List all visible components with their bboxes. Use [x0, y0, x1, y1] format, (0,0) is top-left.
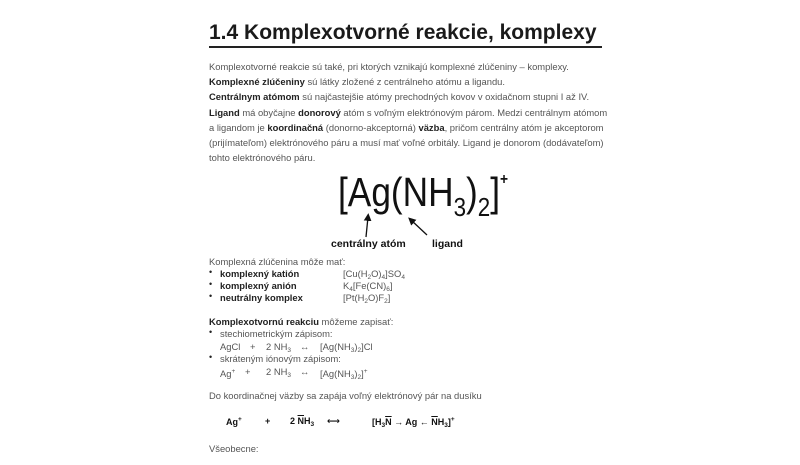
label-ligand: ligand: [432, 238, 463, 250]
stoich-eq-2: +: [250, 341, 256, 352]
label-central-atom: centrálny atóm: [331, 238, 406, 250]
intro-line-2: Komplexné zlúčeniny sú látky zložené z centrálneho atómu a ligandu.: [209, 76, 505, 88]
bullet: •: [209, 267, 213, 277]
stoich-eq-3: 2 $NH_3$: [266, 341, 291, 354]
bond-eq-plus: +: [265, 416, 271, 426]
bond-eq-ag: Ag+: [226, 416, 242, 427]
bullet: •: [209, 279, 213, 289]
type-label-neutral: neutrálny komplex: [220, 292, 303, 303]
bond-eq-product: [$H_3\overline{N} \to Ag$ ← $\overline{N}H_3]^+$: [372, 416, 455, 429]
ionic-eq-3: 2 $NH_3$: [266, 366, 291, 379]
complex-formula: $[Ag(NH_3)_2]^+$: [338, 169, 509, 222]
type-formula-neutral: $[Pt(H_2O)F_2]$: [343, 292, 391, 305]
bullet: •: [209, 352, 213, 362]
intro-paragraph: [209, 59, 609, 165]
ionic-eq-2: +: [245, 366, 251, 377]
write-heading: Komplexotvornú reakciu môžeme zapisať:: [209, 316, 394, 327]
stoich-eq-4: ↔: [300, 341, 310, 352]
bond-text: Do koordinačnej väzby sa zapája voľný elektrónový pár na dusíku: [209, 390, 482, 401]
type-label-anion: komplexný anión: [220, 280, 297, 291]
intro-line-4: Ligand má obyčajne donorový atóm s voľným elektrónovým párom. Medzi centrálnym atómom: [209, 106, 608, 118]
general-label: Všeobecne:: [209, 443, 259, 454]
type-formula-anion: $K_4[Fe(CN)_6]$: [343, 280, 393, 293]
ionic-eq-4: ↔: [300, 366, 310, 377]
ionic-label: skráteným iónovým zápisom:: [220, 353, 341, 364]
bond-eq-nh3: 2 $\overline{N}H_3$: [290, 416, 315, 428]
intro-line-5: a ligandom je koordinačná (donorno-akceptorná) väzba, pričom centrálny atóm je akceptorom: [209, 121, 604, 133]
stoich-eq-5: $[Ag(NH_3)_2]Cl$: [320, 341, 373, 354]
ionic-eq-1: Ag+: [220, 368, 236, 379]
bond-eq-arrow: ⟷: [327, 416, 340, 426]
intro-line-7: tohto elektrónového páru.: [209, 152, 316, 164]
stoich-label: stechiometrickým zápisom:: [220, 328, 333, 339]
intro-line-3: Centrálnym atómom sú najčastejšie atómy prechodných kovov v oxidačnom stupni I až IV.: [209, 91, 590, 103]
types-heading: Komplexná zlúčenina môže mať:: [209, 256, 346, 267]
intro-line-6: (prijímateľom) elektrónového páru a musí mať voľné orbitály. Ligand je donorom (dodávateľom): [209, 137, 604, 149]
stoich-eq-1: AgCl: [220, 341, 241, 352]
type-formula-cation: $[Cu(H_2O)_4]SO_4$: [343, 268, 405, 281]
page-title: 1.4 Komplexotvorné reakcie, komplexy: [209, 20, 602, 48]
bullet: •: [209, 327, 213, 337]
intro-line-1: Komplexotvorné reakcie sú také, pri ktorých vznikajú komplexné zlúčeniny – komplexy.: [209, 61, 569, 72]
type-label-cation: komplexný katión: [220, 268, 300, 279]
bullet: •: [209, 291, 213, 301]
ionic-eq-5: $[Ag(NH_3)_2]^+$: [320, 368, 368, 381]
